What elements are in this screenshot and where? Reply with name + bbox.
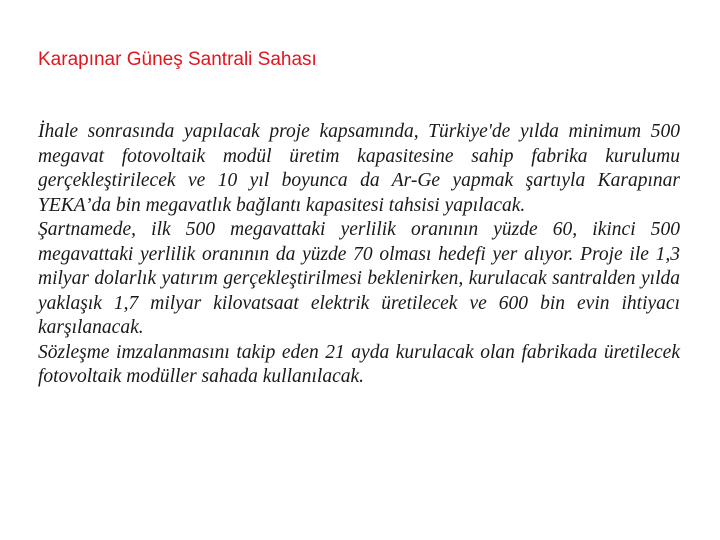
paragraph-tender: İhale sonrasında yapılacak proje kapsamında, Türkiye'de yılda minimum 500 megavat fotovoltaik modül üretim kapasitesine sahip fabrika kurulumu gerçekleştirilecek ve 10 yıl boyunca da Ar-Ge yapmak şartıyla Karapınar YEKA’da bin megavatlık bağlantı kapasitesi tahsisi yapılacak.: [38, 121, 680, 216]
paragraph-specification: Şartnamede, ilk 500 megavattaki yerlilik oranının yüzde 60, ikinci 500 megavattaki yerlilik oranının da yüzde 70 olması hedefi yer alıyor. Proje ile 1,3 milyar dolarlık yatırım gerçekleştirilmesi beklenirken, kurulacak santralden yılda yaklaşık 1,7 milyar kilovatsaat elektrik üretilecek ve 600 bin evin ihtiyacı karşılanacak.: [38, 219, 680, 338]
paragraph-contract: Sözleşme imzalanmasını takip eden 21 ayda kurulacak olan fabrikada üretilecek fotovoltaik modüller sahada kullanılacak.: [38, 341, 680, 387]
slide-body: [38, 120, 680, 390]
slide-title: Karapınar Güneş Santrali Sahası: [38, 49, 317, 70]
